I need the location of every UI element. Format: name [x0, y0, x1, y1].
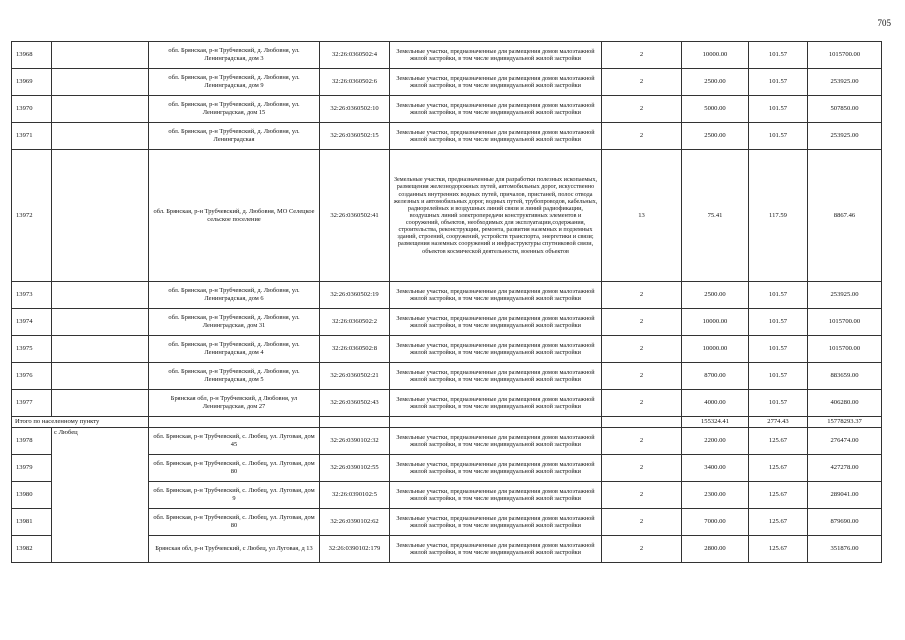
area-cell: 8700.00	[682, 363, 749, 390]
address-cell: обл. Брянская, р-н Трубчевский, с. Любец, ул. Луговая, дом 9	[149, 482, 320, 509]
area-cell: 2500.00	[682, 282, 749, 309]
empty-cell	[52, 309, 149, 336]
address-cell: обл. Брянская, р-н Трубчевский, д. Любовня, ул. Ленинградская, дом 31	[149, 309, 320, 336]
specific-value-cell: 101.57	[749, 282, 808, 309]
specific-value-cell: 125.67	[749, 428, 808, 455]
empty-cell	[52, 363, 149, 390]
specific-value-cell: 125.67	[749, 536, 808, 563]
area-cell: 10000.00	[682, 42, 749, 69]
row-number: 13968	[12, 42, 52, 69]
cadastre-number-cell: 32:26:0390102:32	[320, 428, 390, 455]
cadastre-number-cell: 32:26:0360502:10	[320, 96, 390, 123]
land-use-cell: Земельные участки, предназначенные для разработки полезных ископаемых, размещения железнодорожных путей, автомобильных дорог, искусственно созданных внутренних водных путей, причалов, пристаней, полос отвода железных и автомобильных дорог, водных путей, трубопроводов, кабельных, радиорелейных и воздушных линий связи и линий радиофикации, воздушных линий электропередачи конструктивных элементов и сооружений, объектов, необходимых для эксплуатации,содержания, строительства, реконструкции, ремонта, развития наземных и подземных зданий, строений, сооружений, устройств транспорта, энергетики и связи; размещения наземных сооружений и инфраструктуры спутниковой связи, объектов космической деятельности, военных объектов	[390, 150, 602, 282]
address-cell: Брянская обл, р-н Трубчевский, с Любец, ул Луговая, д 13	[149, 536, 320, 563]
use-group-cell: 2	[602, 455, 682, 482]
table-subtotal	[12, 417, 882, 428]
land-use-cell: Земельные участки, предназначенные для размещения домов малоэтажной жилой застройки, в том числе индивидуальной жилой застройки	[390, 309, 602, 336]
area-cell: 5000.00	[682, 96, 749, 123]
table-row	[12, 309, 882, 336]
cadastre-number-cell: 32:26:0360502:8	[320, 336, 390, 363]
use-group-cell: 2	[602, 69, 682, 96]
row-number: 13976	[12, 363, 52, 390]
use-group-cell: 2	[602, 482, 682, 509]
table-row	[12, 363, 882, 390]
empty-cell	[52, 96, 149, 123]
empty-cell	[52, 150, 149, 282]
cadastral-value-cell: 507850.00	[808, 96, 882, 123]
use-group-cell: 2	[602, 282, 682, 309]
row-number: 13975	[12, 336, 52, 363]
area-cell: 3400.00	[682, 455, 749, 482]
area-cell: 2800.00	[682, 536, 749, 563]
cadastre-number-cell: 32:26:0360502:6	[320, 69, 390, 96]
land-use-cell: Земельные участки, предназначенные для размещения домов малоэтажной жилой застройки, в том числе индивидуальной жилой застройки	[390, 536, 602, 563]
row-number: 13974	[12, 309, 52, 336]
cadastre-number-cell: 32:26:0360502:4	[320, 42, 390, 69]
specific-value-cell: 101.57	[749, 390, 808, 417]
land-use-cell: Земельные участки, предназначенные для размещения домов малоэтажной жилой застройки, в том числе индивидуальной жилой застройки	[390, 42, 602, 69]
cadastral-value-cell: 253925.00	[808, 123, 882, 150]
cadastre-number-cell: 32:26:0360502:21	[320, 363, 390, 390]
cadastral-value-cell: 1015700.00	[808, 336, 882, 363]
subtotal-area: 155324.41	[682, 417, 749, 428]
cadastre-number-cell: 32:26:0360502:2	[320, 309, 390, 336]
subtotal-value: 15778293.37	[808, 417, 882, 428]
empty-cell	[52, 42, 149, 69]
use-group-cell: 2	[602, 509, 682, 536]
empty-cell	[52, 69, 149, 96]
table-row	[12, 336, 882, 363]
address-cell: обл. Брянская, р-н Трубчевский, д. Любовня, ул. Ленинградская, дом 5	[149, 363, 320, 390]
use-group-cell: 2	[602, 390, 682, 417]
specific-value-cell: 101.57	[749, 96, 808, 123]
address-cell: обл. Брянская, р-н Трубчевский, д. Любовня, ул. Ленинградская, дом 3	[149, 42, 320, 69]
cadastre-number-cell: 32:26:0360502:15	[320, 123, 390, 150]
area-cell: 10000.00	[682, 336, 749, 363]
address-cell: обл. Брянская, р-н Трубчевский, с. Любец, ул. Луговая, дом 80	[149, 455, 320, 482]
row-number: 13982	[12, 536, 52, 563]
subtotal-price: 2774.43	[749, 417, 808, 428]
specific-value-cell: 101.57	[749, 309, 808, 336]
land-use-cell: Земельные участки, предназначенные для размещения домов малоэтажной жилой застройки, в том числе индивидуальной жилой застройки	[390, 455, 602, 482]
area-cell: 7000.00	[682, 509, 749, 536]
land-use-cell: Земельные участки, предназначенные для размещения домов малоэтажной жилой застройки, в том числе индивидуальной жилой застройки	[390, 282, 602, 309]
row-number: 13969	[12, 69, 52, 96]
cadastre-number-cell: 32:26:0390102:55	[320, 455, 390, 482]
land-use-cell: Земельные участки, предназначенные для размещения домов малоэтажной жилой застройки, в том числе индивидуальной жилой застройки	[390, 336, 602, 363]
cadastral-value-cell: 1015700.00	[808, 309, 882, 336]
address-cell: обл. Брянская, р-н Трубчевский, д. Любовня, ул. Ленинградская, дом 6	[149, 282, 320, 309]
specific-value-cell: 125.67	[749, 509, 808, 536]
address-cell: обл. Брянская, р-н Трубчевский, д. Любовня, ул. Ленинградская	[149, 123, 320, 150]
cadastral-value-cell: 351876.00	[808, 536, 882, 563]
specific-value-cell: 101.57	[749, 42, 808, 69]
area-cell: 2500.00	[682, 69, 749, 96]
land-use-cell: Земельные участки, предназначенные для размещения домов малоэтажной жилой застройки, в том числе индивидуальной жилой застройки	[390, 390, 602, 417]
table-body-lyubets	[12, 428, 882, 563]
locality-label: с Любец	[52, 428, 149, 563]
land-use-cell: Земельные участки, предназначенные для размещения домов малоэтажной жилой застройки, в том числе индивидуальной жилой застройки	[390, 123, 602, 150]
use-group-cell: 2	[602, 536, 682, 563]
land-use-cell: Земельные участки, предназначенные для размещения домов малоэтажной жилой застройки, в том числе индивидуальной жилой застройки	[390, 428, 602, 455]
address-cell: обл. Брянская, р-н Трубчевский, д. Любовня, ул. Ленинградская, дом 9	[149, 69, 320, 96]
land-use-cell: Земельные участки, предназначенные для размещения домов малоэтажной жилой застройки, в том числе индивидуальной жилой застройки	[390, 69, 602, 96]
row-number: 13979	[12, 455, 52, 482]
use-group-cell: 2	[602, 336, 682, 363]
area-cell: 2200.00	[682, 428, 749, 455]
table-row	[12, 123, 882, 150]
use-group-cell: 2	[602, 309, 682, 336]
row-number: 13971	[12, 123, 52, 150]
row-number: 13970	[12, 96, 52, 123]
table-row	[12, 428, 882, 455]
table-row	[12, 42, 882, 69]
land-use-cell: Земельные участки, предназначенные для размещения домов малоэтажной жилой застройки, в том числе индивидуальной жилой застройки	[390, 363, 602, 390]
cadastral-value-cell: 427278.00	[808, 455, 882, 482]
land-use-cell: Земельные участки, предназначенные для размещения домов малоэтажной жилой застройки, в том числе индивидуальной жилой застройки	[390, 482, 602, 509]
area-cell: 2500.00	[682, 123, 749, 150]
cadastral-value-cell: 406280.00	[808, 390, 882, 417]
use-group-cell: 2	[602, 96, 682, 123]
specific-value-cell: 125.67	[749, 455, 808, 482]
empty-cell	[52, 336, 149, 363]
cadastral-value-cell: 1015700.00	[808, 42, 882, 69]
cadastral-value-cell: 8867.46	[808, 150, 882, 282]
row-number: 13980	[12, 482, 52, 509]
table-row	[12, 96, 882, 123]
specific-value-cell: 101.57	[749, 363, 808, 390]
use-group-cell: 2	[602, 42, 682, 69]
table-row	[12, 282, 882, 309]
cadastral-value-cell: 253925.00	[808, 69, 882, 96]
area-cell: 2300.00	[682, 482, 749, 509]
use-group-cell: 2	[602, 123, 682, 150]
cadastre-number-cell: 32:26:0360502:41	[320, 150, 390, 282]
table-row	[12, 390, 882, 417]
address-cell: обл. Брянская, р-н Трубчевский, д. Любовня, ул. Ленинградская, дом 4	[149, 336, 320, 363]
table-row	[12, 150, 882, 282]
area-cell: 10000.00	[682, 309, 749, 336]
cadastre-number-cell: 32:26:0360502:43	[320, 390, 390, 417]
land-use-cell: Земельные участки, предназначенные для размещения домов малоэтажной жилой застройки, в том числе индивидуальной жилой застройки	[390, 96, 602, 123]
specific-value-cell: 125.67	[749, 482, 808, 509]
specific-value-cell: 101.57	[749, 336, 808, 363]
empty-cell	[52, 390, 149, 417]
row-number: 13978	[12, 428, 52, 455]
row-number: 13972	[12, 150, 52, 282]
address-cell: обл. Брянская, р-н Трубчевский, с. Любец, ул. Луговая, дом 80	[149, 509, 320, 536]
cadastral-value-cell: 289041.00	[808, 482, 882, 509]
specific-value-cell: 117.59	[749, 150, 808, 282]
cadastre-number-cell: 32:26:0360502:19	[320, 282, 390, 309]
cadastre-number-cell: 32:26:0390102:62	[320, 509, 390, 536]
subtotal-label: Итого по населенному пункту	[12, 417, 149, 428]
use-group-cell: 2	[602, 428, 682, 455]
cadastre-number-cell: 32:26:0390102:179	[320, 536, 390, 563]
row-number: 13973	[12, 282, 52, 309]
address-cell: обл. Брянская, р-н Трубчевский, д. Любовня, МО Селецкое сельское поселение	[149, 150, 320, 282]
address-cell: обл. Брянская, р-н Трубчевский, с. Любец, ул. Луговая, дом 45	[149, 428, 320, 455]
row-number: 13981	[12, 509, 52, 536]
use-group-cell: 2	[602, 363, 682, 390]
table-body-lubovnya	[12, 42, 882, 417]
cadastral-value-cell: 879690.00	[808, 509, 882, 536]
specific-value-cell: 101.57	[749, 123, 808, 150]
row-number: 13977	[12, 390, 52, 417]
address-cell: обл. Брянская, р-н Трубчевский, д. Любовня, ул. Ленинградская, дом 15	[149, 96, 320, 123]
cadastre-number-cell: 32:26:0390102:5	[320, 482, 390, 509]
cadastral-value-cell: 253925.00	[808, 282, 882, 309]
empty-cell	[52, 123, 149, 150]
land-cadastre-table	[11, 41, 882, 563]
specific-value-cell: 101.57	[749, 69, 808, 96]
cadastral-value-cell: 883659.00	[808, 363, 882, 390]
land-use-cell: Земельные участки, предназначенные для размещения домов малоэтажной жилой застройки, в том числе индивидуальной жилой застройки	[390, 509, 602, 536]
cadastral-value-cell: 276474.00	[808, 428, 882, 455]
empty-cell	[52, 282, 149, 309]
use-group-cell: 13	[602, 150, 682, 282]
area-cell: 75.41	[682, 150, 749, 282]
table-row	[12, 69, 882, 96]
subtotal-row	[12, 417, 882, 428]
area-cell: 4000.00	[682, 390, 749, 417]
page-number: 705	[877, 18, 891, 28]
address-cell: Брянская обл, р-н Трубчевский, д Любовня, ул Ленинградская, дом 27	[149, 390, 320, 417]
